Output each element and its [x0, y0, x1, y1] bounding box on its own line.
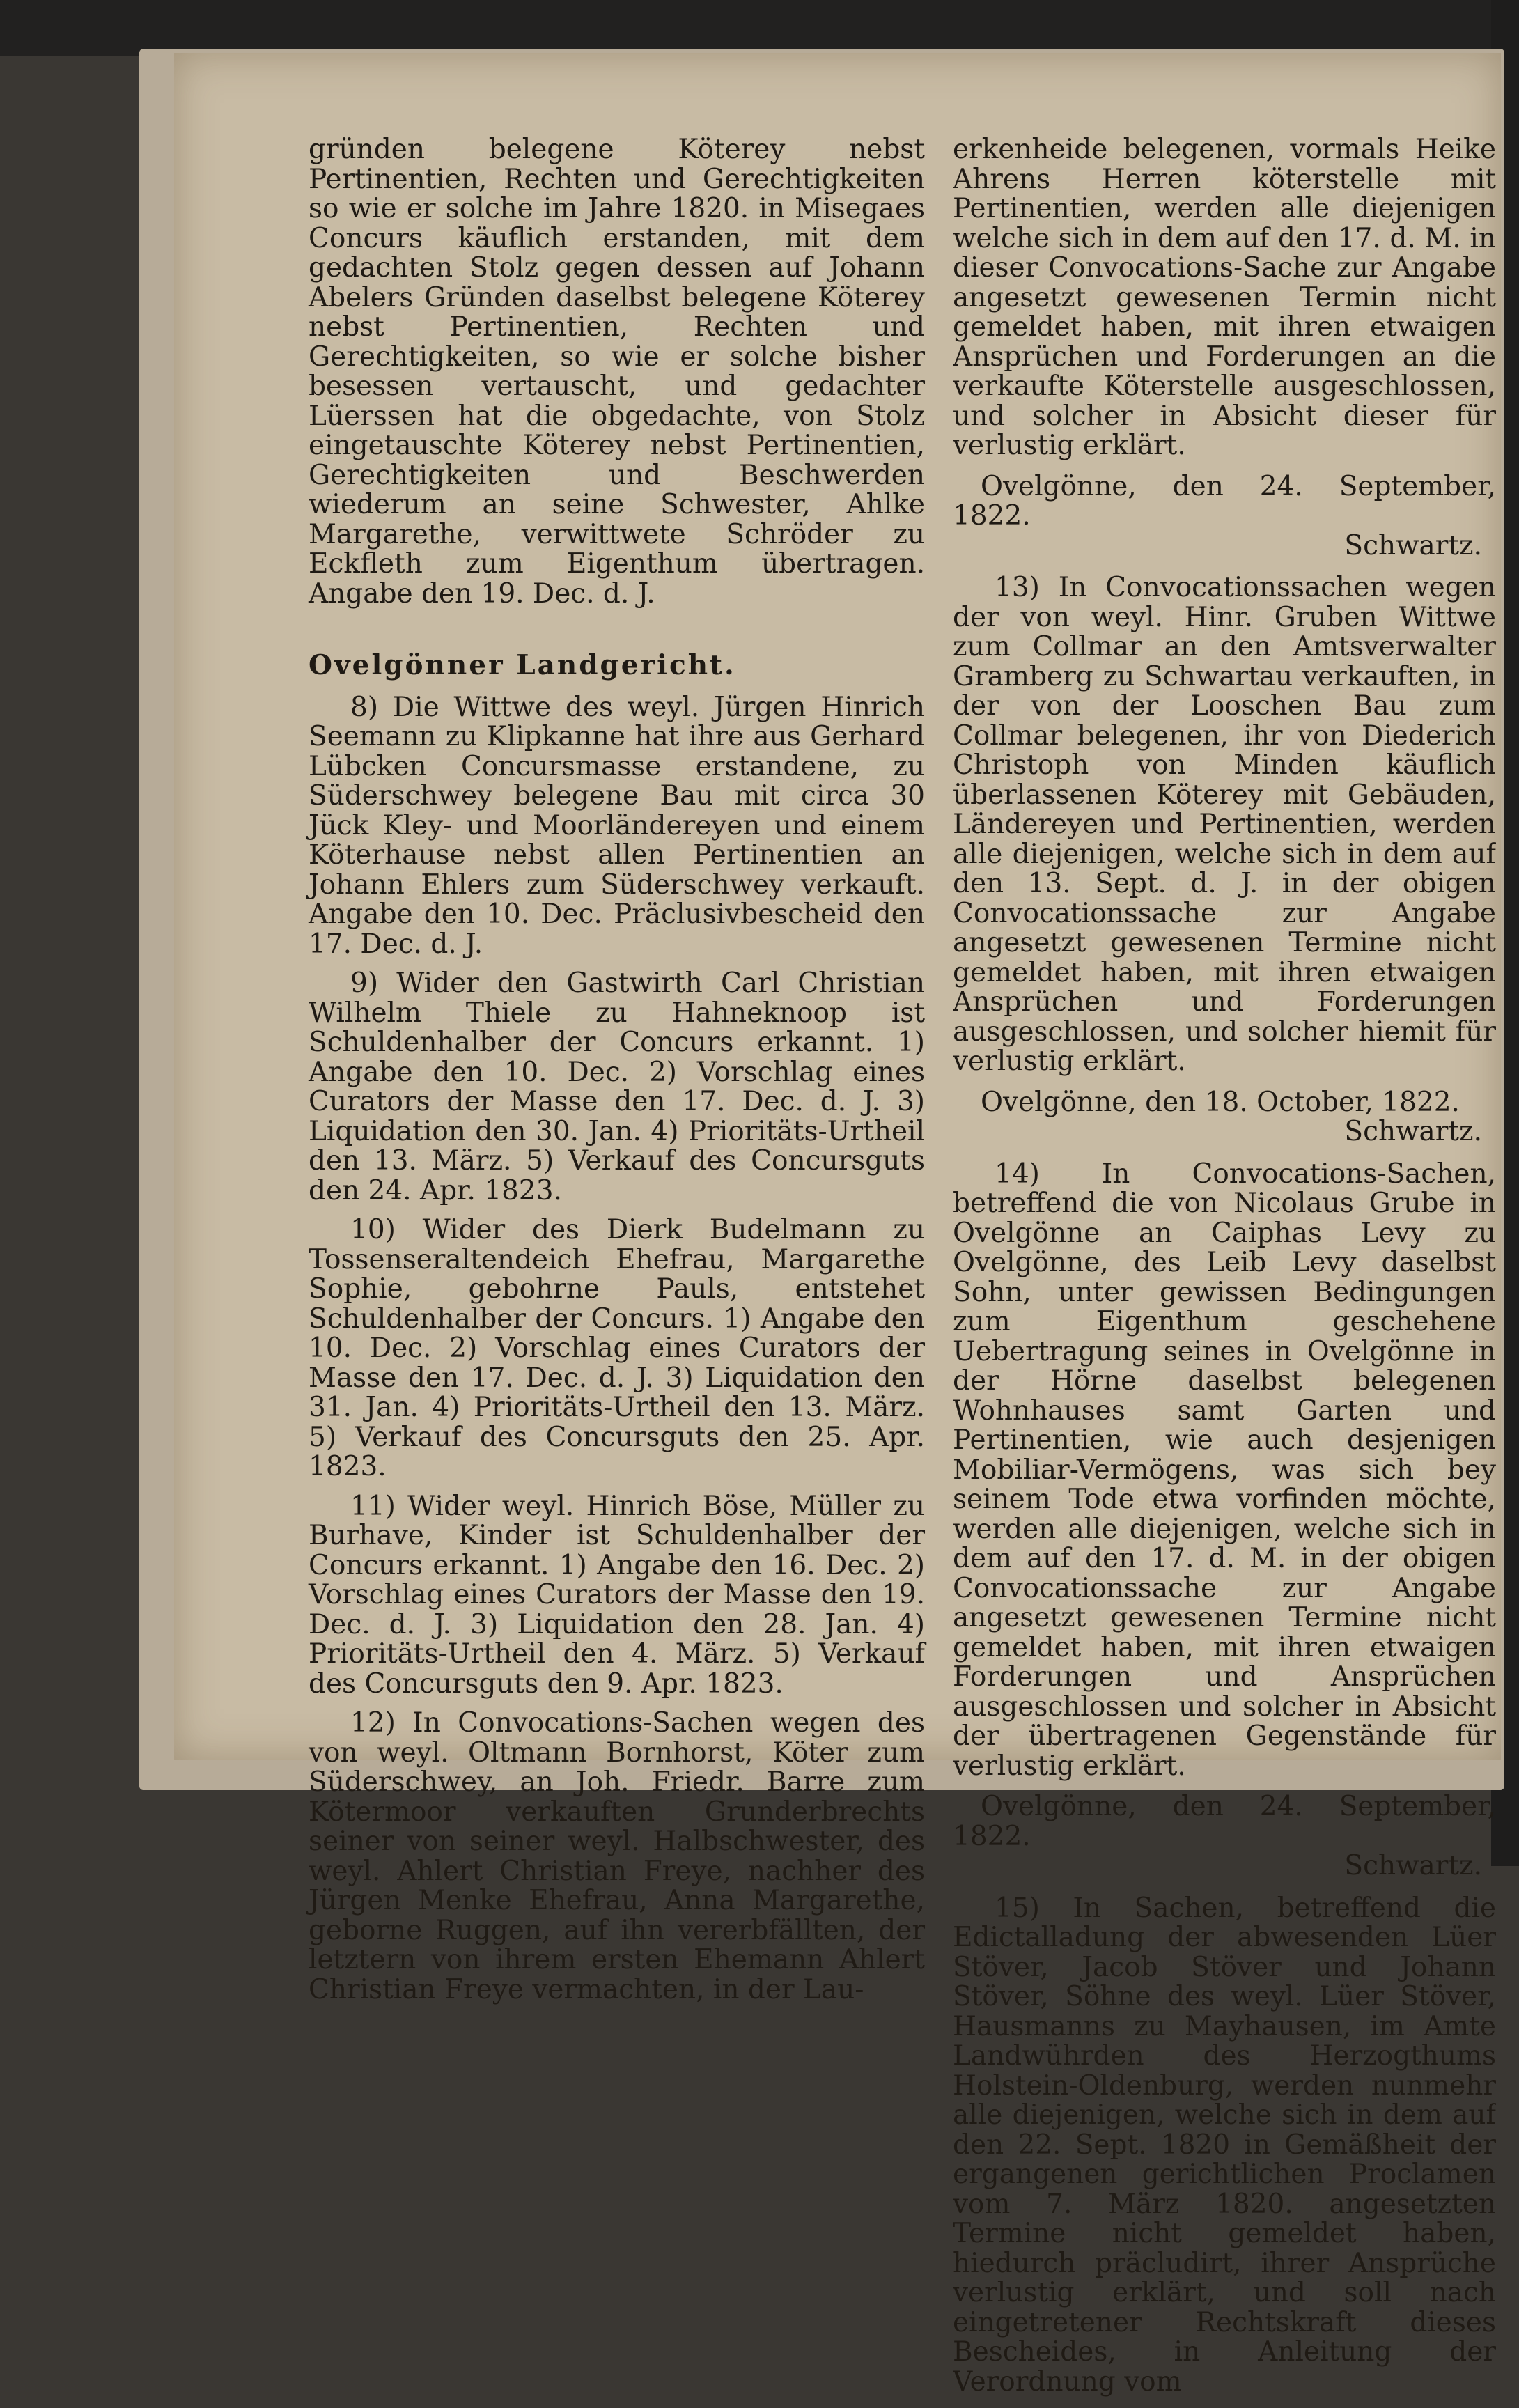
notice-13: 13) In Convocationssachen wegen der von weyl. Hinr. Gruben Wittwe zum Collmar an den Amtsverwalter Gramberg zu Schwartau verkauften, in der von der Looschen Bau zum Collmar belegenen, ihr von Diederich Christoph von Minden käuflich überlassenen Köterey mit Gebäuden, Ländereyen und Pertinentien, werden alle diejenigen, welche sich in dem auf den 13. Sept. d. J. in der obigen Convocationssache zur Angabe angesetzt gewesenen Termine nicht gemeldet haben, mit ihren etwaigen Ansprüchen und Forderungen ausgeschlossen, und solcher hiemit für verlustig erklärt. — [953, 572, 1496, 1077]
signature-1: Schwartz. — [1344, 529, 1482, 561]
notice-10: 10) Wider des Dierk Budelmann zu Tossenseraltendeich Ehefrau, Margarethe Sophie, gebohrne Pauls, entstehet Schuldenhalber der Concurs. 1) Angabe den 10. Dec. 2) Vorschlag eines Curators der Masse den 17. Dec. d. J. 3) Liquidation den 31. Jan. 4) Prioritäts-Urtheil den 13. März. 5) Verkauf des Concursguts den 25. Apr. 1823. — [309, 1214, 925, 1482]
notice-8: 8) Die Wittwe des weyl. Jürgen Hinrich Seemann zu Klipkanne hat ihre aus Gerhard Lübcken Concursmasse erstandene, zu Süderschwey belegene Bau mit circa 30 Jück Kley- und Moorländereyen und einem Köterhause nebst allen Pertinentien an Johann Ehlers zum Süderschwey verkauft. Angabe den 10. Dec. Präclusivbescheid den 17. Dec. d. J. — [309, 691, 925, 960]
section-heading: Ovelgönner Landgericht. — [309, 649, 736, 681]
left-column — [309, 135, 925, 2014]
left-continued-paragraph: gründen belegene Köterey nebst Pertinentien, Rechten und Gerechtigkeiten so wie er solche im Jahre 1820. in Misegaes Concurs käuflich erstanden, mit dem gedachten Stolz gegen dessen auf Johann Abelers Gründen daselbst belegene Köterey nebst Pertinentien, Rechten und Gerechtigkeiten, so wie er solche bisher besessen vertauscht, und gedachter Lüerssen hat die obgedachte, von Stolz eingetauschte Köterey nebst Pertinentien, Gerechtigkeiten und Beschwerden wiederum an seine Schwester, Ahlke Margarethe, verwittwete Schröder zu Eckfleth zum Eigenthum übertragen. Angabe den 19. Dec. d. J. — [309, 134, 925, 609]
notice-14: 14) In Convocations-Sachen, betreffend die von Nicolaus Grube in Ovelgönne an Caiphas Levy zu Ovelgönne, des Leib Levy daselbst Sohn, unter gewissen Bedingungen zum Eigenthum geschehene Uebertragung seines in Ovelgönne in der Hörne daselbst belegenen Wohnhauses samt Garten und Pertinentien, wie auch desjenigen Mobiliar-Vermögens, was sich bey seinem Tode etwa vorfinden möchte, werden alle diejenigen, welche sich in dem auf den 17. d. M. in der obigen Convocationssache zur Angabe angesetzt gewesenen Termine nicht gemeldet haben, mit ihren etwaigen Forderungen und Ansprüchen ausgeschlossen und solcher in Absicht der übertragenen Gegenstände für verlustig erklärt. — [953, 1158, 1496, 1782]
right-continued-paragraph: erkenheide belegenen, vormals Heike Ahrens Herren köterstelle mit Pertinentien, werden alle diejenigen welche sich in dem auf den 17. d. M. in dieser Convocations-Sache zur Angabe angesetzt gewesenen Termin nicht gemeldet haben, mit ihren etwaigen Ansprüchen und Forderungen an die verkaufte Köterstelle ausgeschlossen, und solcher in Absicht dieser für verlustig erklärt. — [953, 135, 1496, 461]
notice-15: 15) In Sachen, betreffend die Edictalladung der abwesenden Lüer Stöver, Jacob Stöver und Johann Stöver, Söhne des weyl. Lüer Stöver, Hausmanns zu Mayhausen, im Amte Landwührden des Herzogthums Holstein-Oldenburg, werden nunmehr alle diejenigen, welche sich in dem auf den 22. Sept. 1820 in Gemäßheit der ergangenen gerichtlichen Proclamen vom 7. März 1820. angesetzten Termine nicht gemeldet haben, hiedurch präcludirt, ihrer Ansprüche verlustig erklärt, und soll nach eingetretener Rechtskraft dieses Bescheides, in Anleitung der Verordnung vom — [953, 1892, 1496, 2398]
place-date-2: Ovelgönne, den 18. October, 1822. — [981, 1086, 1460, 1118]
document-page — [174, 53, 1501, 2398]
place-date-3: Ovelgönne, den 24. September, 1822. — [953, 1791, 1496, 1852]
notice-11: 11) Wider weyl. Hinrich Böse, Müller zu Burhave, Kinder ist Schuldenhalber der Concurs erkannt. 1) Angabe den 16. Dec. 2) Vorschlag eines Curators der Masse den 19. Dec. d. J. 3) Liquidation den 28. Jan. 4) Prioritäts-Urtheil den 4. März. 5) Verkauf des Concursguts den 9. Apr. 1823. — [309, 1490, 925, 1700]
signature-3: Schwartz. — [1344, 1850, 1482, 1881]
notice-12: 12) In Convocations-Sachen wegen des von weyl. Oltmann Bornhorst, Köter zum Süderschwey, an Joh. Friedr. Barre zum Kötermoor verkauften Grunderbrechts seiner von seiner weyl. Halbschwester, des weyl. Ahlert Christian Freye, nachher des Jürgen Menke Ehefrau, Anna Margarethe, geborne Ruggen, auf ihn vererbfällten, der letztern von ihrem ersten Ehemann Ahlert Christian Freye vermachten, in der Lau- — [309, 1707, 925, 2005]
right-column — [953, 135, 1496, 2408]
place-date-1: Ovelgönne, den 24. September, 1822. — [953, 470, 1496, 531]
backdrop-top — [0, 0, 1519, 56]
notice-9: 9) Wider den Gastwirth Carl Christian Wilhelm Thiele zu Hahneknoop ist Schuldenhalber der Concurs erkannt. 1) Angabe den 10. Dec. 2) Vorschlag eines Curators der Masse den 17. Dec. d. J. 3) Liquidation den 30. Jan. 4) Prioritäts-Urtheil den 13. März. 5) Verkauf des Concursguts den 24. Apr. 1823. — [309, 968, 925, 1206]
signature-2: Schwartz. — [1344, 1116, 1482, 1147]
